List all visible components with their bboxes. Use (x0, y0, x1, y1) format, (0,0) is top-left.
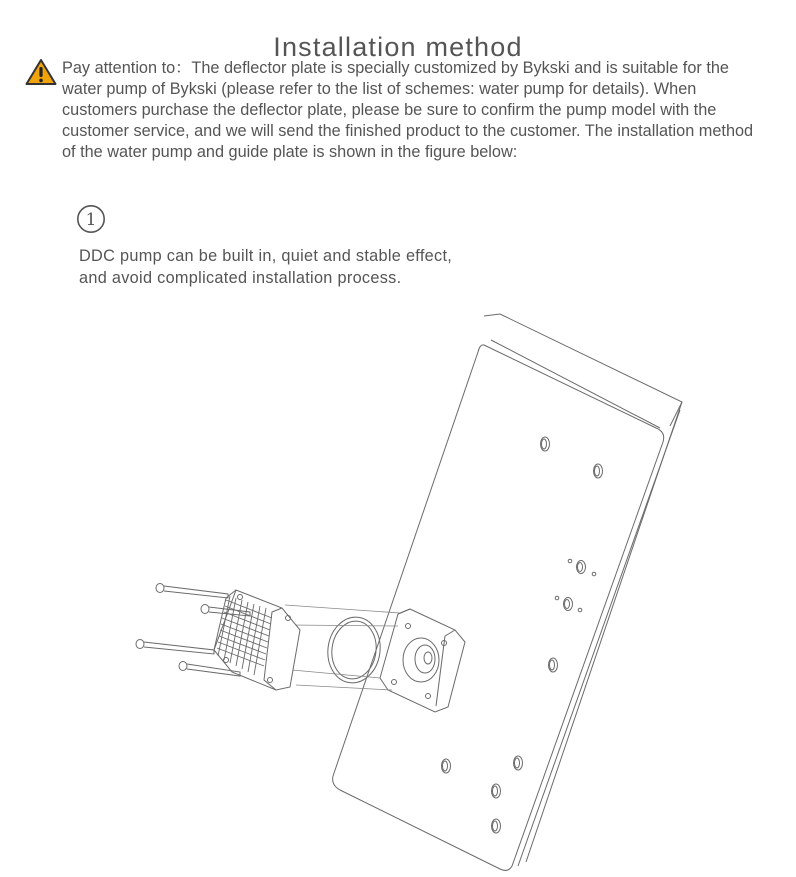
page-title: Installation method (273, 32, 523, 63)
warning-triangle-icon (25, 58, 57, 86)
pump-plate-exploded-diagram (0, 300, 796, 877)
step-number: 1 (85, 210, 97, 230)
front-plate (333, 340, 664, 870)
step-description: DDC pump can be built in, quiet and stable effect, and avoid complicated installation process. (79, 247, 453, 287)
notice-text: Pay attention to：The deflector plate is specially customized by Bykski and is suitable for the water pump of Bykski (please refer to the list of schemes: water pump for details). When customers purchase the deflector plate, please be sure to confirm the pump model with the customer service, and we will send the finished product to the customer. The installation method of the water pump and guide plate is shown in the figure below: (62, 59, 754, 161)
step-number-badge (76, 204, 106, 234)
